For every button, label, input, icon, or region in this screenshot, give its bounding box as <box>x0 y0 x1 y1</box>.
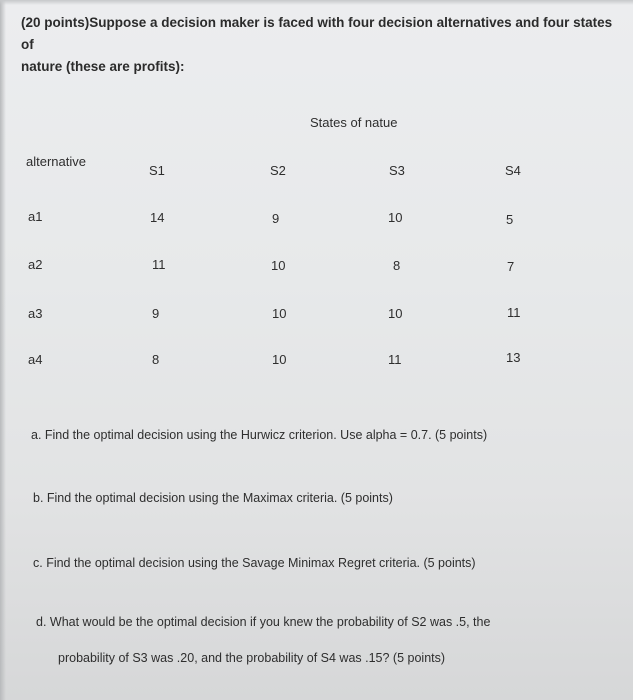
cell-a2-s2: 10 <box>271 258 286 273</box>
states-title: States of natue <box>310 115 398 130</box>
cell-a4-s1: 8 <box>152 352 160 367</box>
header-s4: S4 <box>505 163 521 178</box>
row-label-a3: a3 <box>28 306 43 321</box>
cell-a4-s4: 13 <box>506 350 521 365</box>
cell-a2-s4: 7 <box>507 259 515 274</box>
header-s1: S1 <box>149 163 165 178</box>
question-line-2: nature (these are profits): <box>21 59 185 74</box>
row-label-a4: a4 <box>28 352 43 367</box>
question-intro <box>21 12 621 78</box>
cell-a3-s4: 11 <box>507 305 521 320</box>
part-d-line-1: d. What would be the optimal decision if you knew the probability of S2 was .5, the <box>36 615 491 629</box>
cell-a3-s3: 10 <box>388 306 403 321</box>
cell-a3-s2: 10 <box>272 306 287 321</box>
page-shadow-top <box>0 0 633 5</box>
cell-a1-s1: 14 <box>150 210 165 225</box>
cell-a2-s3: 8 <box>393 258 401 273</box>
cell-a1-s4: 5 <box>506 212 514 227</box>
part-d-line-2: probability of S3 was .20, and the probability of S4 was .15? (5 points) <box>58 651 446 665</box>
part-a: a. Find the optimal decision using the Hurwicz criterion. Use alpha = 0.7. (5 points) <box>31 428 488 442</box>
part-c: c. Find the optimal decision using the Savage Minimax Regret criteria. (5 points) <box>33 556 476 570</box>
row-label-a2: a2 <box>28 257 43 272</box>
question-line-1: (20 points)Suppose a decision maker is faced with four decision alternatives and four states of <box>21 15 613 52</box>
page-shadow-left <box>0 0 6 700</box>
header-s3: S3 <box>389 163 405 178</box>
alternative-header: alternative <box>26 154 86 169</box>
cell-a4-s3: 11 <box>388 352 402 367</box>
cell-a4-s2: 10 <box>272 352 287 367</box>
cell-a3-s1: 9 <box>152 306 160 321</box>
cell-a1-s2: 9 <box>272 211 280 226</box>
cell-a2-s1: 11 <box>152 257 166 272</box>
header-s2: S2 <box>270 163 286 178</box>
cell-a1-s3: 10 <box>388 210 403 225</box>
row-label-a1: a1 <box>28 209 43 224</box>
part-b: b. Find the optimal decision using the Maximax criteria. (5 points) <box>33 491 393 505</box>
